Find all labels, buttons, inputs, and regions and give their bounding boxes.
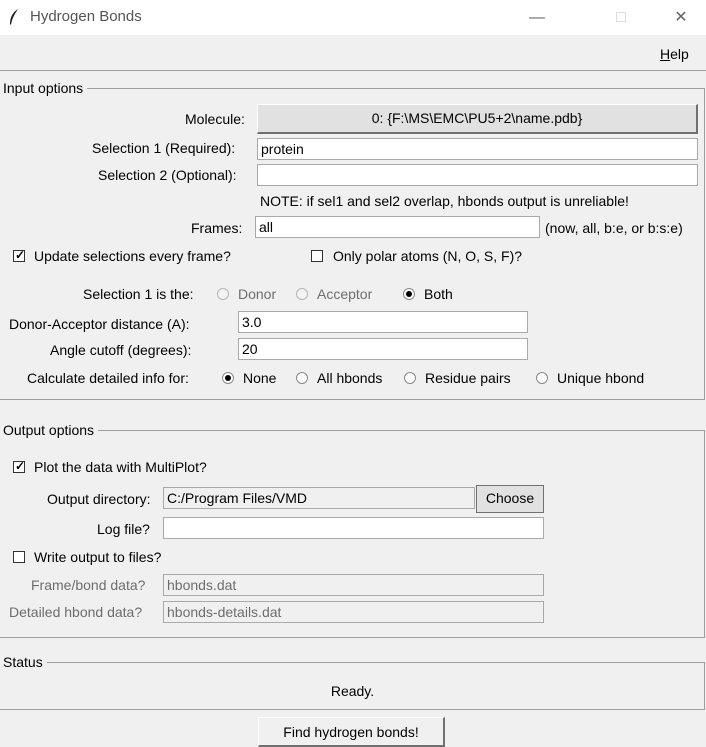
minimize-button[interactable]: — bbox=[529, 9, 545, 26]
find-hbonds-button[interactable]: Find hydrogen bonds! bbox=[258, 717, 445, 747]
molecule-label: Molecule: bbox=[185, 111, 245, 127]
detail-data-label: Detailed hbond data? bbox=[9, 604, 143, 620]
polar-atoms-label: Only polar atoms (N, O, S, F)? bbox=[333, 248, 523, 264]
sel2-label: Selection 2 (Optional): bbox=[98, 167, 237, 183]
check-mark-icon: ✓ bbox=[15, 248, 26, 262]
detail-all-radio[interactable] bbox=[296, 372, 308, 384]
choose-button[interactable]: Choose bbox=[476, 485, 544, 513]
both-label: Both bbox=[424, 286, 453, 302]
output-dir-input[interactable]: C:/Program Files/VMD bbox=[163, 487, 475, 509]
angle-label: Angle cutoff (degrees): bbox=[50, 342, 192, 358]
detail-unique-label: Unique hbond bbox=[557, 370, 645, 386]
detail-all-label: All hbonds bbox=[317, 370, 383, 386]
frame-data-input[interactable]: hbonds.dat bbox=[163, 574, 544, 596]
distance-label: Donor-Acceptor distance (A): bbox=[9, 316, 190, 332]
feather-icon bbox=[9, 9, 19, 25]
frames-label: Frames: bbox=[191, 220, 243, 236]
distance-input[interactable]: 3.0 bbox=[238, 311, 528, 333]
update-selections-checkbox[interactable] bbox=[13, 250, 25, 262]
multiplot-checkbox[interactable] bbox=[13, 461, 25, 473]
acceptor-label: Acceptor bbox=[317, 286, 373, 302]
check-mark-icon: ✓ bbox=[15, 459, 26, 473]
sel1-input[interactable]: protein bbox=[257, 138, 698, 160]
both-radio[interactable] bbox=[403, 288, 415, 300]
status-text: Ready. bbox=[330, 683, 375, 699]
write-output-label: Write output to files? bbox=[34, 549, 162, 565]
frames-input[interactable]: all bbox=[255, 216, 540, 238]
frame-data-label: Frame/bond data? bbox=[31, 577, 146, 593]
sel2-input[interactable] bbox=[257, 164, 698, 186]
detail-unique-radio[interactable] bbox=[536, 372, 548, 384]
window-title: Hydrogen Bonds bbox=[30, 8, 142, 25]
update-selections-label: Update selections every frame? bbox=[34, 248, 231, 264]
input-options-title: Input options bbox=[0, 80, 87, 96]
donor-label: Donor bbox=[238, 286, 277, 302]
detail-residue-radio[interactable] bbox=[404, 372, 416, 384]
acceptor-radio[interactable] bbox=[296, 288, 308, 300]
write-output-checkbox[interactable] bbox=[13, 551, 25, 563]
output-dir-label: Output directory: bbox=[47, 491, 151, 507]
menu-bar bbox=[0, 36, 706, 71]
sel1-role-label: Selection 1 is the: bbox=[83, 286, 194, 302]
detail-none-label: None bbox=[243, 370, 277, 386]
detail-none-radio[interactable] bbox=[222, 372, 234, 384]
multiplot-label: Plot the data with MultiPlot? bbox=[34, 459, 207, 475]
maximize-button[interactable]: □ bbox=[616, 9, 626, 26]
sel1-label: Selection 1 (Required): bbox=[92, 140, 236, 156]
status-title: Status bbox=[0, 654, 47, 670]
overlap-note: NOTE: if sel1 and sel2 overlap, hbonds output is unreliable! bbox=[260, 193, 629, 209]
output-options-title: Output options bbox=[0, 422, 98, 438]
detail-label: Calculate detailed info for: bbox=[27, 370, 189, 386]
frames-hint: (now, all, b:e, or b:s:e) bbox=[545, 220, 683, 236]
log-file-input[interactable] bbox=[163, 517, 544, 539]
polar-atoms-checkbox[interactable] bbox=[311, 250, 323, 262]
log-file-label: Log file? bbox=[97, 521, 150, 537]
title-bar bbox=[0, 0, 706, 35]
detail-residue-label: Residue pairs bbox=[425, 370, 511, 386]
molecule-menubutton[interactable]: 0: {F:\MS\EMC\PU5+2\name.pdb} bbox=[257, 104, 698, 134]
close-button[interactable]: ✕ bbox=[674, 9, 688, 26]
angle-input[interactable]: 20 bbox=[238, 338, 528, 360]
donor-radio[interactable] bbox=[217, 288, 229, 300]
menu-help[interactable]: Help bbox=[660, 46, 689, 62]
detail-data-input[interactable]: hbonds-details.dat bbox=[163, 601, 544, 623]
